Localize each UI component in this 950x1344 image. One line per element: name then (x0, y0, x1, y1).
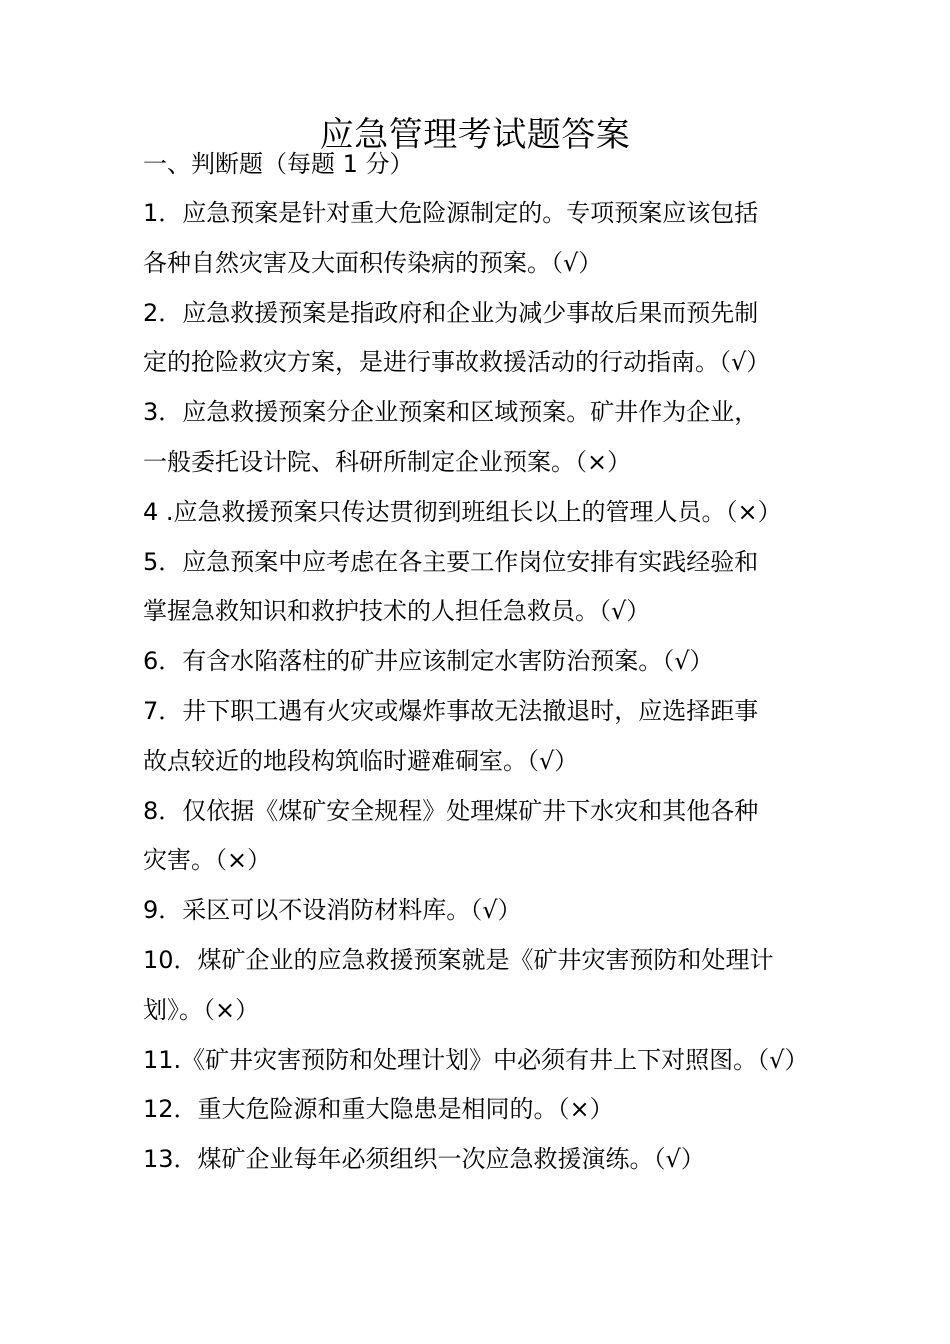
question-11-line-1: 11.《矿井灾害预防和处理计划》中必须有井上下对照图。（√） (143, 1045, 809, 1074)
question-8-line-1: 8．仅依据《煤矿安全规程》处理煤矿井下水灾和其他各种 (143, 796, 759, 825)
question-10-line-2: 划》。（×） (143, 995, 260, 1024)
question-5-line-1: 5．应急预案中应考虑在各主要工作岗位安排有实践经验和 (143, 547, 759, 576)
question-3-line-2: 一般委托设计院、科研所制定企业预案。（×） (143, 447, 632, 476)
question-4-line-1: 4 .应急救援预案只传达贯彻到班组长以上的管理人员。（×） (143, 497, 782, 526)
question-1-line-2: 各种自然灾害及大面积传染病的预案。（√） (143, 248, 603, 277)
question-2-line-2: 定的抢险救灾方案，是进行事故救援活动的行动指南。（√） (143, 348, 771, 377)
question-1-line-1: 1．应急预案是针对重大危险源制定的。专项预案应该包括 (143, 199, 759, 227)
question-7-line-1: 7．井下职工遇有火灾或爆炸事故无法撤退时，应选择距事 (143, 696, 759, 725)
question-10-line-1: 10．煤矿企业的应急救援预案就是《矿井灾害预防和处理计 (143, 945, 774, 974)
question-8-line-2: 灾害。（×） (143, 846, 272, 875)
question-13-line-1: 13．煤矿企业每年必须组织一次应急救援演练。（√） (143, 1145, 705, 1174)
question-6-line-1: 6．有含水陷落柱的矿井应该制定水害防治预案。（√） (143, 647, 714, 676)
section-heading: 一、判断题（每题 1 分） (143, 150, 414, 178)
question-7-line-2: 故点较近的地段构筑临时避难硐室。（√） (143, 746, 579, 775)
question-list (143, 189, 823, 1185)
question-12-line-1: 12．重大危险源和重大隐患是相同的。（×） (143, 1095, 614, 1124)
question-2-line-1: 2．应急救援预案是指政府和企业为减少事故后果而预先制 (143, 298, 759, 327)
question-9-line-1: 9．采区可以不设消防材料库。（√） (143, 896, 522, 925)
question-5-line-2: 掌握急救知识和救护技术的人担任急救员。（√） (143, 597, 651, 626)
question-3-line-1: 3．应急救援预案分企业预案和区域预案。矿井作为企业， (143, 398, 759, 427)
page-title: 应急管理考试题答案 (319, 114, 631, 155)
